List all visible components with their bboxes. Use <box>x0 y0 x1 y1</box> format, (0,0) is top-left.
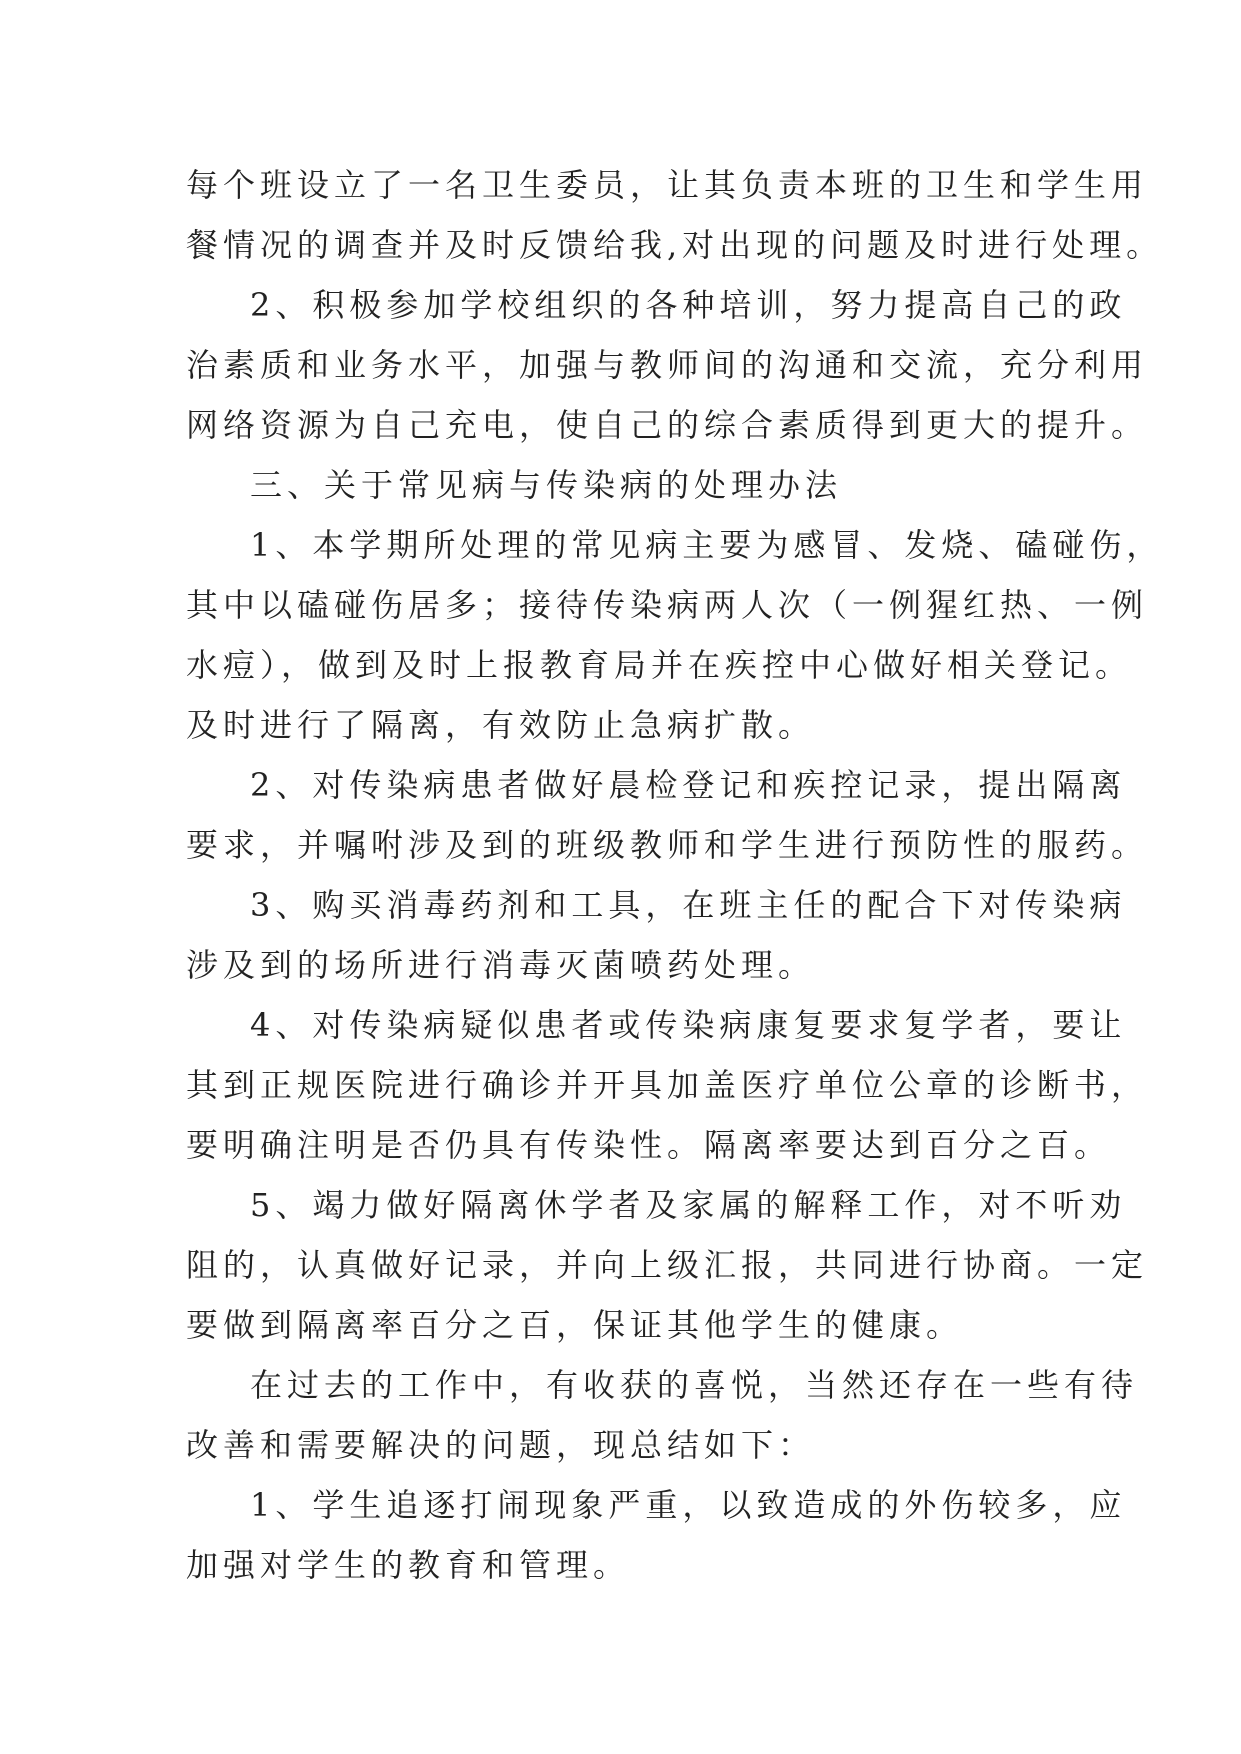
text-line: 3、购买消毒药剂和工具，在班主任的配合下对传染病 <box>250 886 1127 924</box>
document-body <box>186 155 1164 1595</box>
text-line: 其到正规医院进行确诊并开具加盖医疗单位公章的诊断书， <box>186 1066 1149 1104</box>
text-line: 4、对传染病疑似患者或传染病康复要求复学者，要让 <box>250 1006 1127 1044</box>
text-line: 要明确注明是否仍具有传染性。隔离率要达到百分之百。 <box>186 1126 1112 1164</box>
text-line: 加强对学生的教育和管理。 <box>186 1546 631 1584</box>
text-line: 要做到隔离率百分之百，保证其他学生的健康。 <box>186 1306 964 1344</box>
text-line: 餐情况的调查并及时反馈给我,对出现的问题及时进行处理。 <box>186 226 1164 264</box>
text-line: 每个班设立了一名卫生委员，让其负责本班的卫生和学生用 <box>186 166 1149 204</box>
text-line: 2、对传染病患者做好晨检登记和疾控记录，提出隔离 <box>250 766 1127 804</box>
text-line: 及时进行了隔离，有效防止急病扩散。 <box>186 706 816 744</box>
text-line: 5、竭力做好隔离休学者及家属的解释工作，对不听劝 <box>250 1186 1127 1224</box>
text-line: 要求，并嘱咐涉及到的班级教师和学生进行预防性的服药。 <box>186 826 1149 864</box>
text-line: 2、积极参加学校组织的各种培训，努力提高自己的政 <box>250 286 1127 324</box>
text-line: 改善和需要解决的问题，现总结如下： <box>186 1426 816 1464</box>
text-line: 1、本学期所处理的常见病主要为感冒、发烧、磕碰伤， <box>250 526 1164 564</box>
text-line: 水痘），做到及时上报教育局并在疾控中心做好相关登记。 <box>186 646 1133 684</box>
text-line: 阻的，认真做好记录，并向上级汇报，共同进行协商。一定 <box>186 1246 1149 1284</box>
text-line: 治素质和业务水平，加强与教师间的沟通和交流，充分利用 <box>186 346 1149 384</box>
text-line: 在过去的工作中，有收获的喜悦，当然还存在一些有待 <box>250 1366 1139 1404</box>
text-line: 其中以磕碰伤居多；接待传染病两人次（一例猩红热、一例 <box>186 586 1149 624</box>
text-line: 1、学生追逐打闹现象严重，以致造成的外伤较多，应 <box>250 1486 1127 1524</box>
text-line: 网络资源为自己充电，使自己的综合素质得到更大的提升。 <box>186 406 1149 444</box>
section-heading: 三、关于常见病与传染病的处理办法 <box>250 466 843 504</box>
text-line: 涉及到的场所进行消毒灭菌喷药处理。 <box>186 946 816 984</box>
